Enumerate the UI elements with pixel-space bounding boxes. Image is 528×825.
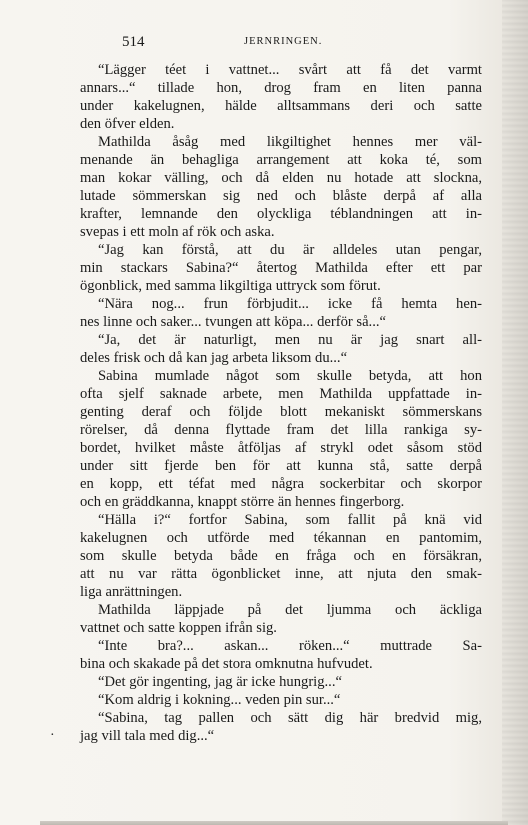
page-bottom-edge bbox=[40, 821, 508, 825]
text-line bbox=[80, 385, 482, 403]
text-line-content: “Inte bra?... askan... röken...“ muttrade Sa- bbox=[98, 638, 482, 654]
text-line-content: Sabina mumlade något som skulle betyda, att hon bbox=[98, 368, 482, 384]
text-line bbox=[80, 223, 482, 241]
text-line-content: vattnet och satte koppen ifrån sig. bbox=[80, 620, 277, 636]
text-line-content: jag vill tala med dig...“ bbox=[80, 728, 215, 744]
text-line bbox=[80, 169, 482, 187]
text-line-content: “Ja, det är naturligt, men nu är jag snart all- bbox=[98, 332, 482, 348]
text-line bbox=[80, 133, 482, 151]
text-line-content: som skulle betyda både en fråga och en försäkran, bbox=[80, 548, 482, 564]
running-title: JERNRINGEN. bbox=[244, 36, 323, 47]
text-line bbox=[80, 637, 482, 655]
text-line-content: “Hälla i?“ fortfor Sabina, som fallit på knä vid bbox=[98, 512, 482, 528]
text-line bbox=[80, 547, 482, 565]
text-line-content: “Kom aldrig i kokning... veden pin sur...“ bbox=[98, 692, 341, 708]
text-line bbox=[80, 367, 482, 385]
text-line-content: min stackars Sabina?“ återtog Mathilda efter ett par bbox=[80, 260, 482, 276]
text-line bbox=[80, 151, 482, 169]
text-line-content: “Lägger téet i vattnet... svårt att få det varmt bbox=[98, 62, 482, 78]
text-line bbox=[80, 241, 482, 259]
text-line-content: krafter, lemnande den olyckliga téblandningen att in- bbox=[80, 206, 482, 222]
page-header bbox=[122, 34, 422, 54]
text-line bbox=[80, 601, 482, 619]
margin-mark: · bbox=[50, 728, 55, 743]
page-edge-shadow bbox=[502, 0, 528, 825]
text-line-content: en kopp, ett téfat med några sockerbitar och skorpor bbox=[80, 476, 482, 492]
text-line-content: “Nära nog... frun förbjudit... icke få hemta hen- bbox=[98, 296, 482, 312]
text-line bbox=[80, 349, 482, 367]
text-line bbox=[80, 331, 482, 349]
text-line-content: genting deraf och följde blott mekaniskt sömmerskans bbox=[80, 404, 482, 420]
text-line bbox=[80, 295, 482, 313]
text-line-content: liga anrättningen. bbox=[80, 584, 183, 600]
text-line bbox=[80, 205, 482, 223]
text-line-content: man kokar välling, och då elden nu hotade att slockna, bbox=[80, 170, 482, 186]
text-line-content: ofta sjelf saknade arbete, men Mathilda uppfattade in- bbox=[80, 386, 482, 402]
text-line-content: svepas i ett moln af rök och aska. bbox=[80, 224, 275, 240]
text-line bbox=[80, 691, 482, 709]
text-line bbox=[80, 655, 482, 673]
text-line-content: annars...“ tillade hon, drog fram en liten panna bbox=[80, 80, 482, 96]
text-line-content: deles frisk och då kan jag arbeta liksom du...“ bbox=[80, 350, 348, 366]
text-line-content: “Det gör ingenting, jag är icke hungrig...“ bbox=[98, 674, 342, 690]
text-line bbox=[80, 583, 482, 601]
text-line-content: under sitt fjerde ben för att kunna stå, satte derpå bbox=[80, 458, 482, 474]
text-line-content: under kakelugnen, hälde alltsammans deri och satte bbox=[80, 98, 482, 114]
text-line bbox=[80, 673, 482, 691]
text-line bbox=[80, 565, 482, 583]
text-line bbox=[80, 79, 482, 97]
text-line-content: menande än behagliga arrangement att koka té, som bbox=[80, 152, 482, 168]
text-line-content: ögonblick, med samma likgiltiga uttryck som förut. bbox=[80, 278, 381, 294]
text-line bbox=[80, 439, 482, 457]
text-line bbox=[80, 313, 482, 331]
text-line bbox=[80, 475, 482, 493]
text-line bbox=[80, 187, 482, 205]
text-line-content: lutade sömmerskan sig ned och blåste derpå af alla bbox=[80, 188, 482, 204]
text-line-content: bina och skakade på det stora omknutna hufvudet. bbox=[80, 656, 373, 672]
text-line bbox=[80, 421, 482, 439]
text-line bbox=[80, 493, 482, 511]
text-line-content: rörelser, då denna flyttade fram det lilla rankiga sy- bbox=[80, 422, 482, 438]
text-line-content: kakelugnen och utförde med tékannan en pantomim, bbox=[80, 530, 482, 546]
text-line-content: Mathilda åsåg med likgiltighet hennes mer väl- bbox=[98, 134, 482, 150]
page-number: 514 bbox=[122, 34, 145, 50]
text-line bbox=[80, 511, 482, 529]
text-line-content: den öfver elden. bbox=[80, 116, 175, 132]
text-line bbox=[80, 277, 482, 295]
text-line bbox=[80, 619, 482, 637]
text-line bbox=[80, 97, 482, 115]
text-line bbox=[80, 709, 482, 727]
text-line-content: att nu var rätta ögonblicket inne, att njuta den smak- bbox=[80, 566, 482, 582]
text-line bbox=[50, 727, 482, 745]
text-line-content: och en gräddkanna, knappt större än hennes fingerborg. bbox=[80, 494, 405, 510]
text-line bbox=[80, 403, 482, 421]
body-text bbox=[50, 61, 482, 745]
text-line bbox=[80, 529, 482, 547]
text-line-content: “Jag kan förstå, att du är alldeles utan pengar, bbox=[98, 242, 482, 258]
text-line bbox=[80, 457, 482, 475]
text-line bbox=[80, 115, 482, 133]
text-line bbox=[80, 61, 482, 79]
text-line bbox=[80, 259, 482, 277]
text-line-content: Mathilda läppjade på det ljumma och äckliga bbox=[98, 602, 482, 618]
text-line-content: bordet, hvilket måste åtföljas af strykl odet såsom stöd bbox=[80, 440, 482, 456]
text-line-content: “Sabina, tag pallen och sätt dig här bredvid mig, bbox=[98, 710, 482, 726]
text-line-content: nes linne och saker... tvungen att köpa... derför så...“ bbox=[80, 314, 386, 330]
